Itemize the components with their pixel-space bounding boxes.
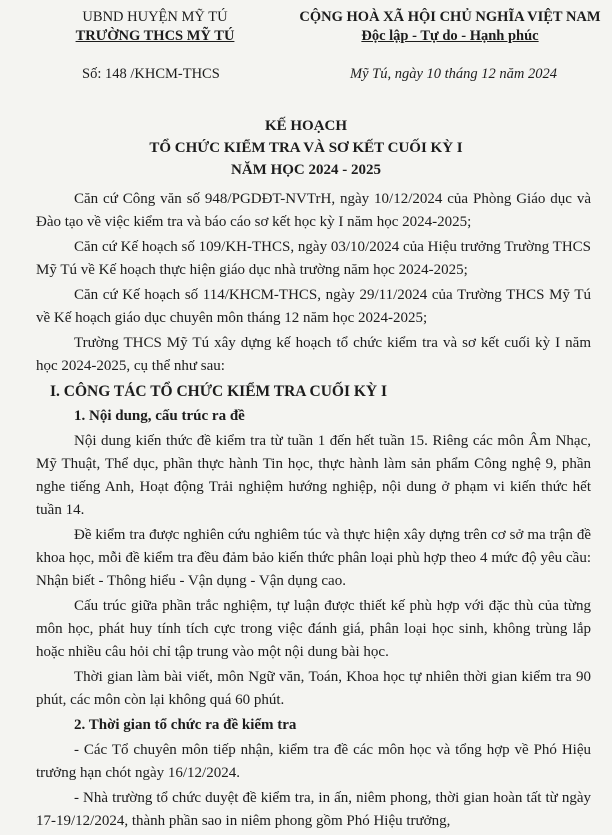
paragraph: Căn cứ Kế hoạch số 109/KH-THCS, ngày 03/10/2024 của Hiệu trưởng Trường THCS Mỹ Tú về Kế hoạch thực hiện giáo dục nhà trường năm học 2024-2025;: [36, 239, 591, 278]
document-title: KẾ HOẠCH: [264, 118, 348, 134]
document-subtitle: TỔ CHỨC KIỂM TRA VÀ SƠ KẾT CUỐI KỲ I: [149, 140, 463, 156]
paragraph: Cấu trúc giữa phần trắc nghiệm, tự luận được thiết kế phù hợp với đặc thù của từng môn học, phát huy tính tích cực trong việc đánh giá, phân loại học sinh, không trùng lắp hoặc nhiều câu hỏi chỉ tập trung vào một nội dung bài học.: [36, 598, 591, 660]
national-heading: [290, 8, 610, 46]
national-motto: Độc lập - Tự do - Hạnh phúc: [361, 28, 539, 44]
section-heading: I. CÔNG TÁC TỔ CHỨC KIỂM TRA CUỐI KỲ I: [50, 383, 388, 400]
subsection-heading: 2. Thời gian tổ chức ra đề kiểm tra: [74, 717, 297, 733]
document-body: [36, 188, 591, 835]
issuer-block: [40, 8, 270, 46]
school-year: NĂM HỌC 2024 - 2025: [231, 162, 381, 178]
subsection-heading: 1. Nội dung, cấu trúc ra đề: [74, 408, 245, 424]
paragraph: - Nhà trường tổ chức duyệt đề kiểm tra, in ấn, niêm phong, thời gian hoàn tất từ ngày 17-19/12/2024, thành phần sao in niêm phong gồm Phó Hiệu trưởng,: [36, 790, 591, 829]
document-number: Số: 148 /KHCM-THCS: [82, 66, 220, 82]
paragraph: Nội dung kiến thức đề kiểm tra từ tuần 1 đến hết tuần 15. Riêng các môn Âm Nhạc, Mỹ Thuật, Thể dục, phần thực hành Tin học, thực hành làm sản phẩm Công nghệ 9, phần nghe tiếng Anh, Hoạt động Trải nghiệm hướng nghiệp, nội dung ở phạm vi kiến thức hết tuần 14.: [36, 433, 591, 518]
paragraph: Trường THCS Mỹ Tú xây dựng kế hoạch tổ chức kiểm tra và sơ kết cuối kỳ I năm học 2024-2025, cụ thể như sau:: [36, 335, 591, 374]
paragraph: - Các Tổ chuyên môn tiếp nhận, kiểm tra đề các môn học và tổng hợp về Phó Hiệu trưởng hạn chót ngày 16/12/2024.: [36, 742, 591, 781]
place-date: Mỹ Tú, ngày 10 tháng 12 năm 2024: [350, 66, 558, 82]
paragraph: Căn cứ Công văn số 948/PGDĐT-NVTrH, ngày 10/12/2024 của Phòng Giáo dục và Đào tạo về việc kiểm tra và báo cáo sơ kết học kỳ I năm học 2024-2025;: [36, 191, 591, 230]
agency-name: UBND HUYỆN MỸ TÚ: [82, 9, 228, 25]
nation-name: CỘNG HOÀ XÃ HỘI CHỦ NGHĨA VIỆT NAM: [299, 9, 601, 25]
paragraph: Đề kiểm tra được nghiên cứu nghiêm túc và thực hiện xây dựng trên cơ sở ma trận đề khoa học, mỗi đề kiểm tra đều đảm bảo kiến thức phân loại phù hợp theo 4 mức độ yêu cầu: Nhận biết - Thông hiểu - Vận dụng - Vận dụng cao.: [36, 527, 591, 589]
paragraph: Căn cứ Kế hoạch số 114/KHCM-THCS, ngày 29/11/2024 của Trường THCS Mỹ Tú về Kế hoạch giáo dục chuyên môn tháng 12 năm học 2024-2025;: [36, 287, 591, 326]
paragraph: Thời gian làm bài viết, môn Ngữ văn, Toán, Khoa học tự nhiên thời gian kiểm tra 90 phút, các môn còn lại không quá 60 phút.: [36, 669, 591, 708]
school-name: TRƯỜNG THCS MỸ TÚ: [75, 28, 235, 44]
